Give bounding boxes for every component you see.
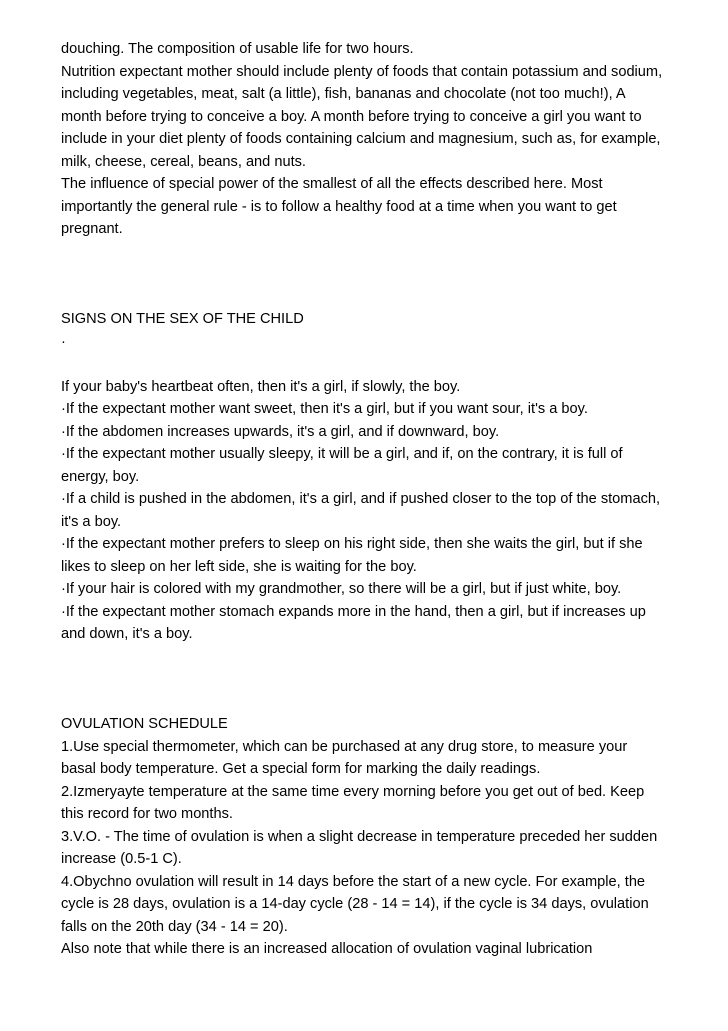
text-line: douching. The composition of usable life for two hours. bbox=[61, 41, 414, 57]
list-item: energy, boy. bbox=[61, 468, 140, 485]
section-spacer bbox=[61, 241, 681, 309]
paragraph-spacer bbox=[61, 353, 681, 376]
text-line: milk, cheese, cereal, beans, and nuts. bbox=[61, 153, 306, 170]
list-item: If your baby's heartbeat often, then it's a girl, if slowly, the boy. bbox=[61, 378, 461, 395]
intro-section bbox=[61, 38, 681, 241]
list-item: ·If the expectant mother stomach expands more in the hand, then a girl, but if increases up bbox=[61, 603, 646, 620]
list-item: ·If your hair is colored with my grandmother, so there will be a girl, but if just white, boy. bbox=[61, 581, 622, 597]
text-line: cycle is 28 days, ovulation is a 14-day cycle (28 - 14 = 14), if the cycle is 34 days, ovulation bbox=[61, 896, 649, 912]
text-line: pregnant. bbox=[61, 221, 123, 237]
text-line: include in your diet plenty of foods containing calcium and magnesium, such as, for example, bbox=[61, 131, 661, 147]
signs-section bbox=[61, 308, 681, 646]
ovulation-section bbox=[61, 713, 681, 961]
list-item: ·If the expectant mother usually sleepy, it will be a girl, and if, on the contrary, it is full of bbox=[61, 446, 623, 462]
document-page bbox=[61, 38, 681, 961]
text-line: month before trying to conceive a boy. A month before trying to conceive a girl you want to bbox=[61, 108, 642, 125]
list-item: it's a boy. bbox=[61, 513, 122, 530]
list-item: ·If the abdomen increases upwards, it's a girl, and if downward, boy. bbox=[61, 423, 500, 440]
text-line: basal body temperature. Get a special form for marking the daily readings. bbox=[61, 761, 541, 777]
text-line: including vegetables, meat, salt (a little), fish, bananas and chocolate (not too much!), A bbox=[61, 86, 626, 102]
list-item: ·If a child is pushed in the abdomen, it's a girl, and if pushed closer to the top of the stomach, bbox=[61, 491, 661, 507]
text-line: The influence of special power of the smallest of all the effects described here. Most bbox=[61, 176, 603, 192]
section-spacer bbox=[61, 646, 681, 714]
list-item: ·If the expectant mother prefers to sleep on his right side, then she waits the girl, but if she bbox=[61, 536, 643, 552]
text-line: 1.Use special thermometer, which can be purchased at any drug store, to measure your bbox=[61, 738, 628, 755]
section-heading: OVULATION SCHEDULE bbox=[61, 716, 228, 732]
text-line: Also note that while there is an increased allocation of ovulation vaginal lubrication bbox=[61, 941, 593, 957]
list-item: ·If the expectant mother want sweet, then it's a girl, but if you want sour, it's a boy. bbox=[61, 401, 588, 417]
text-line: increase (0.5-1 C). bbox=[61, 851, 182, 867]
text-line: 2.Izmeryayte temperature at the same time every morning before you get out of bed. Keep bbox=[61, 783, 645, 800]
section-heading: SIGNS ON THE SEX OF THE CHILD bbox=[61, 311, 304, 327]
text-line: 4.Obychno ovulation will result in 14 days before the start of a new cycle. For example, the bbox=[61, 873, 646, 890]
text-line: Nutrition expectant mother should include plenty of foods that contain potassium and sodium, bbox=[61, 63, 663, 80]
text-line: falls on the 20th day (34 - 14 = 20). bbox=[61, 918, 288, 935]
text-line: 3.V.O. - The time of ovulation is when a slight decrease in temperature preceded her sudden bbox=[61, 828, 658, 845]
text-line: importantly the general rule - is to follow a healthy food at a time when you want to get bbox=[61, 198, 617, 215]
list-item: and down, it's a boy. bbox=[61, 626, 193, 642]
bullet-marker: · bbox=[61, 333, 66, 350]
text-line: this record for two months. bbox=[61, 806, 233, 822]
list-item: likes to sleep on her left side, she is waiting for the boy. bbox=[61, 558, 417, 575]
